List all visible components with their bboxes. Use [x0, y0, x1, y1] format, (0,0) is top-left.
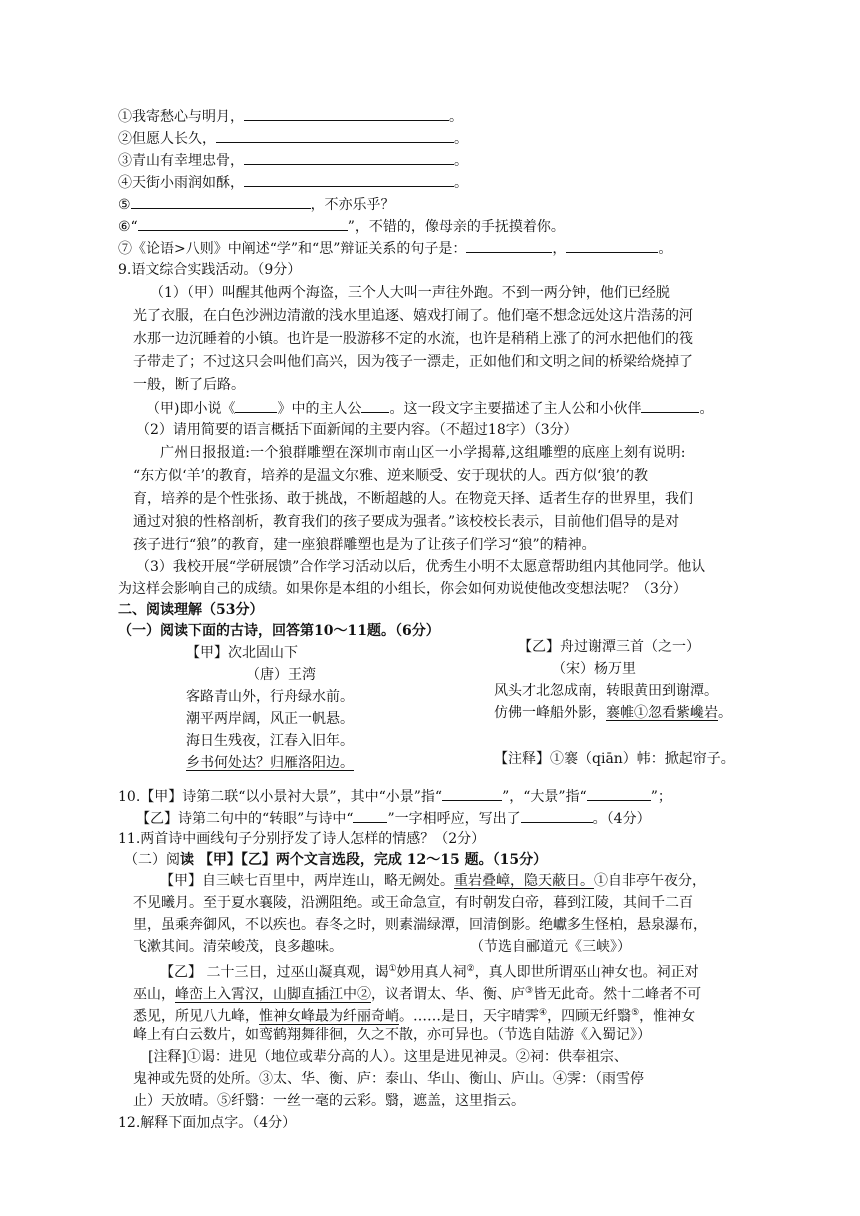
- q9-passage-line: 子带走了；不过这只会叫他们高兴，因为筏子一漂走，正如他们和文明之间的桥梁给烧掉了: [133, 354, 693, 370]
- q9-part1-question-b: 》中的主人公: [277, 401, 362, 417]
- q8-line-4-text: ④天街小雨润如酥，: [118, 175, 244, 191]
- q11-line: 11.两首诗中画线句子分别抒发了诗人怎样的情感？（2分）: [118, 831, 486, 847]
- footnote-mark: ④: [539, 1008, 548, 1018]
- q9-news-line: “东方似‘羊’的教育，培养的是温文尔雅、逆来顺受、安于现状的人。西方似‘狼’的教: [133, 468, 648, 484]
- q8-line-4-end: 。: [454, 175, 468, 191]
- q12-line: 12.解释下面加点字。（4分）: [118, 1115, 297, 1131]
- q9-part1-question-a: （甲)即小说《: [146, 401, 236, 417]
- text-a-line: 不见曦月。至于夏水襄陵，沿溯阻绝。或王命急宣，有时朝发白帝，暮到江陵，其间千二百: [133, 895, 693, 911]
- subsection-title-2: [124, 850, 547, 870]
- q9-part3-line: 为这样会影响自己的成绩。如果你是本组的小组长，你会如何劝说使他改变想法呢？（3分）: [118, 581, 687, 597]
- poem-a-underlined-line: 乡书何处达？归雁洛阳边。: [186, 755, 354, 771]
- answer-blank[interactable]: [131, 194, 311, 209]
- text-b-line: 峰上有白云数片，如鸾鹤翔舞徘徊，久之不散，亦可异也。（节选自陆游《入蜀记》）: [133, 1027, 651, 1043]
- q8-line-6: [118, 216, 565, 237]
- q10-line-2-a: 【乙】诗第二句中的“转眼”与诗中“: [136, 811, 354, 827]
- footnote-mark: ①: [388, 964, 397, 974]
- text-b-line-2-c: ，议者谓太、华、衡、庐: [371, 986, 525, 1003]
- answer-blank[interactable]: [641, 398, 699, 413]
- q9-part1-question-c: 。这一段文字主要描述了主人公和小伙伴: [389, 401, 642, 417]
- q8-line-1: [118, 106, 463, 127]
- notes-line: [注释]①谒：进见（地位或辈分高的人）。这里是进见神灵。②祠：供奉祖宗、: [148, 1049, 628, 1065]
- answer-blank[interactable]: [587, 786, 651, 801]
- footnote-mark: ②: [466, 964, 475, 974]
- q8-line-3-end: 。: [454, 153, 468, 169]
- q8-line-1-end: 。: [449, 109, 463, 125]
- poem-a-line: 客路青山外，行舟绿水前。: [186, 689, 354, 705]
- text-b-line-2-a: 巫山，: [133, 986, 175, 1003]
- notes-line: 鬼神或先贤的处所。③太、华、衡、庐：泰山、华山、衡山、庐山。④霁：（雨雪停: [133, 1071, 644, 1087]
- q9-passage-line: （1）（甲）叫醒其他两个海盗，三个人大叫一声往外跑。不到一两分钟，他们已经脱: [150, 285, 670, 301]
- answer-blank[interactable]: [235, 398, 277, 413]
- q9-passage-line: 光了衣服，在白色沙洲边清澈的浅水里追逐、嬉戏打闹了。他们毫不想念远处这片浩荡的河: [133, 308, 693, 324]
- q8-line-3: [118, 150, 468, 171]
- q9-news-line: 广州日报报道:一个狼群雕塑在深圳市南山区一小学揭幕,这组雕塑的底座上刻有说明:: [160, 445, 686, 461]
- answer-blank[interactable]: [353, 808, 387, 823]
- q8-line-2-text: ②但愿人长久，: [118, 131, 216, 147]
- poem-b-line-2: [494, 702, 732, 724]
- poem-a-title: 【甲】次北固山下: [186, 645, 298, 661]
- answer-blank[interactable]: [244, 106, 449, 121]
- text-b-line-2: [133, 981, 701, 1005]
- q10-line-1-c: ”；: [650, 789, 672, 805]
- poem-a-line: 海日生残夜，江春入旧年。: [186, 733, 354, 749]
- poem-b-author: （宋）杨万里: [552, 661, 636, 677]
- q8-line-5: [118, 194, 395, 215]
- q10-line-2-b: ”一字相呼应，写出了: [387, 811, 521, 827]
- text-a-line-1: [160, 871, 706, 891]
- text-b-line-1-b: 妙用真人祠: [396, 964, 467, 981]
- q10-line-2: [136, 808, 651, 829]
- answer-blank[interactable]: [244, 150, 454, 165]
- q9-part2-title: （2）请用简要的语言概括下面新闻的主要内容。（不超过18字）（3分）: [136, 422, 578, 438]
- q8-line-5-end: ，不亦乐乎？: [310, 197, 395, 213]
- notes-line: 止）天放晴。⑤纤翳：一丝一毫的云彩。翳，遮盖，这里指云。: [133, 1093, 525, 1109]
- text-b-line-3-d: ，四顾无纤翳: [547, 1008, 632, 1025]
- footnote-mark: ⑤: [631, 1008, 640, 1018]
- q9-part1-question-d: 。: [699, 401, 714, 417]
- text-a-line: 里，虽乘奔御风，不以疾也。春冬之时，则素湍绿潭，回清倒影。绝巘多生怪柏，悬泉瀑布，: [133, 917, 707, 933]
- answer-blank[interactable]: [442, 786, 502, 801]
- text-b-underlined-phrase-2: 惟神女峰最为纤丽奇峭: [259, 1008, 399, 1025]
- poem-b-title: 【乙】舟过谢潭三首（之一）: [518, 639, 700, 655]
- subsection-2-a: （二）阅: [124, 852, 180, 868]
- text-a-line-4-text: 飞漱其间。清荣峻茂，良多趣味。: [133, 939, 343, 955]
- answer-blank[interactable]: [216, 128, 454, 143]
- q8-line-1-text: ①我寄愁心与明月，: [118, 109, 244, 125]
- q10-line-2-c: 。（4分）: [592, 811, 651, 827]
- answer-blank[interactable]: [361, 398, 389, 413]
- q8-line-7: [118, 238, 672, 259]
- poem-b-line: 风头才北忽成南，转眼黄田到谢潭。: [494, 683, 718, 699]
- text-b-line-3: [133, 1003, 695, 1027]
- poem-a-author: （唐）王湾: [246, 667, 316, 683]
- text-a-line-1-c: ①自非亭午夜分，: [594, 873, 706, 889]
- text-b-line-3-e: ，惟神女: [639, 1008, 696, 1025]
- q9-news-line: 通过对狼的性格剖析，教育我们的孩子要成为强者。”该校校长表示，目前他们倡导的是对: [133, 514, 680, 530]
- poem-a-line: 潮平两岸阔，风正一帆悬。: [186, 711, 354, 727]
- q8-line-6-prefix: ⑥“: [118, 219, 138, 235]
- answer-blank[interactable]: [521, 808, 593, 823]
- q8-line-2: [118, 128, 468, 149]
- text-a-line-1-a: 【甲】自三峡七百里中，两岸连山，略无阙处。: [160, 873, 454, 889]
- q8-line-7-mid: ，: [552, 241, 567, 257]
- text-b-line-1-a: 【乙】 二十三日，过巫山凝真观，谒: [160, 964, 389, 981]
- q10-line-1-b: ”，“大景”指“: [502, 789, 587, 805]
- poem-b-line-2-a: 仿佛一峰船外影，: [494, 705, 606, 721]
- q10-line-1: [118, 786, 672, 807]
- text-b-underlined-phrase: 峰峦上入霄汉，山脚直插江中②: [175, 986, 371, 1003]
- q8-line-4: [118, 172, 468, 193]
- answer-blank[interactable]: [138, 216, 348, 231]
- q8-line-7-end: 。: [658, 241, 673, 257]
- q9-passage-line: 水那一边沉睡着的小镇。也许是一股游移不定的水流，也许是稍稍上涨了的河水把他们的筏: [133, 331, 693, 347]
- text-a-underlined-phrase: 重岩叠嶂，隐天蔽日。: [454, 873, 594, 889]
- q9-part3-line: （3）我校开展“学研展馈”合作学习活动以后，优秀生小明不太愿意帮助组内其他同学。他认: [136, 559, 706, 575]
- subsection-title: （一）阅读下面的古诗，回答第10～11题。（6分）: [118, 623, 440, 639]
- q8-line-2-end: 。: [454, 131, 468, 147]
- text-b-line-3-a: 悉见，所见八九峰，: [133, 1008, 259, 1025]
- q9-passage-line: 一般，断了后路。: [133, 377, 245, 393]
- poem-b-line-2-end: 。: [718, 705, 732, 721]
- q9-part1-question: [146, 398, 713, 419]
- subsection-2-b: 读 【甲】【乙】两个文言选段，完成 12～15 题。（15分）: [180, 852, 548, 868]
- poem-b-note: 【注释】①褰（qiān）帏：掀起帘子。: [494, 751, 735, 767]
- text-b-line-1: [160, 959, 699, 983]
- text-b-line-2-d: 皆无此奇。然十二峰者不可: [533, 986, 702, 1003]
- text-a-line-4: [133, 937, 343, 957]
- q8-line-7-text: ⑦《论语>八则》中阐述“学”和“思”辩证关系的句子是：: [118, 241, 467, 257]
- text-a-source: （节选自郦道元《三峡》）: [470, 939, 631, 955]
- q9-news-line: 育，培养的是个性张扬、敢于挑战，不断超越的人。在物竞天择、适者生存的世界里，我们: [133, 491, 693, 507]
- q8-line-5-prefix: ⑤: [118, 197, 131, 213]
- q8-line-3-text: ③青山有幸埋忠骨，: [118, 153, 244, 169]
- q9-title: 9.语文综合实践活动。（9分）: [118, 262, 302, 278]
- text-b-line-1-c: ，真人即世所谓巫山神女也。祠正对: [474, 964, 699, 981]
- answer-blank[interactable]: [566, 238, 658, 253]
- section-title: 二、阅读理解（53分）: [118, 602, 264, 618]
- footnote-mark: ③: [525, 986, 534, 996]
- answer-blank[interactable]: [244, 172, 454, 187]
- answer-blank[interactable]: [466, 238, 552, 253]
- q9-news-line: 孩子进行“狼”的教育，建一座狼群雕塑也是为了让孩子们学习“狼”的精神。: [133, 537, 596, 553]
- q10-line-1-a: 10.【甲】诗第二联“以小景衬大景”，其中“小景”指“: [118, 789, 443, 805]
- text-b-line-3-c: 。……是日，天宇晴霁: [399, 1008, 539, 1025]
- q8-line-6-end: ”，不错的，像母亲的手抚摸着你。: [347, 219, 565, 235]
- poem-b-underlined-phrase: 褰帷①忽看紫巉岩: [606, 705, 718, 721]
